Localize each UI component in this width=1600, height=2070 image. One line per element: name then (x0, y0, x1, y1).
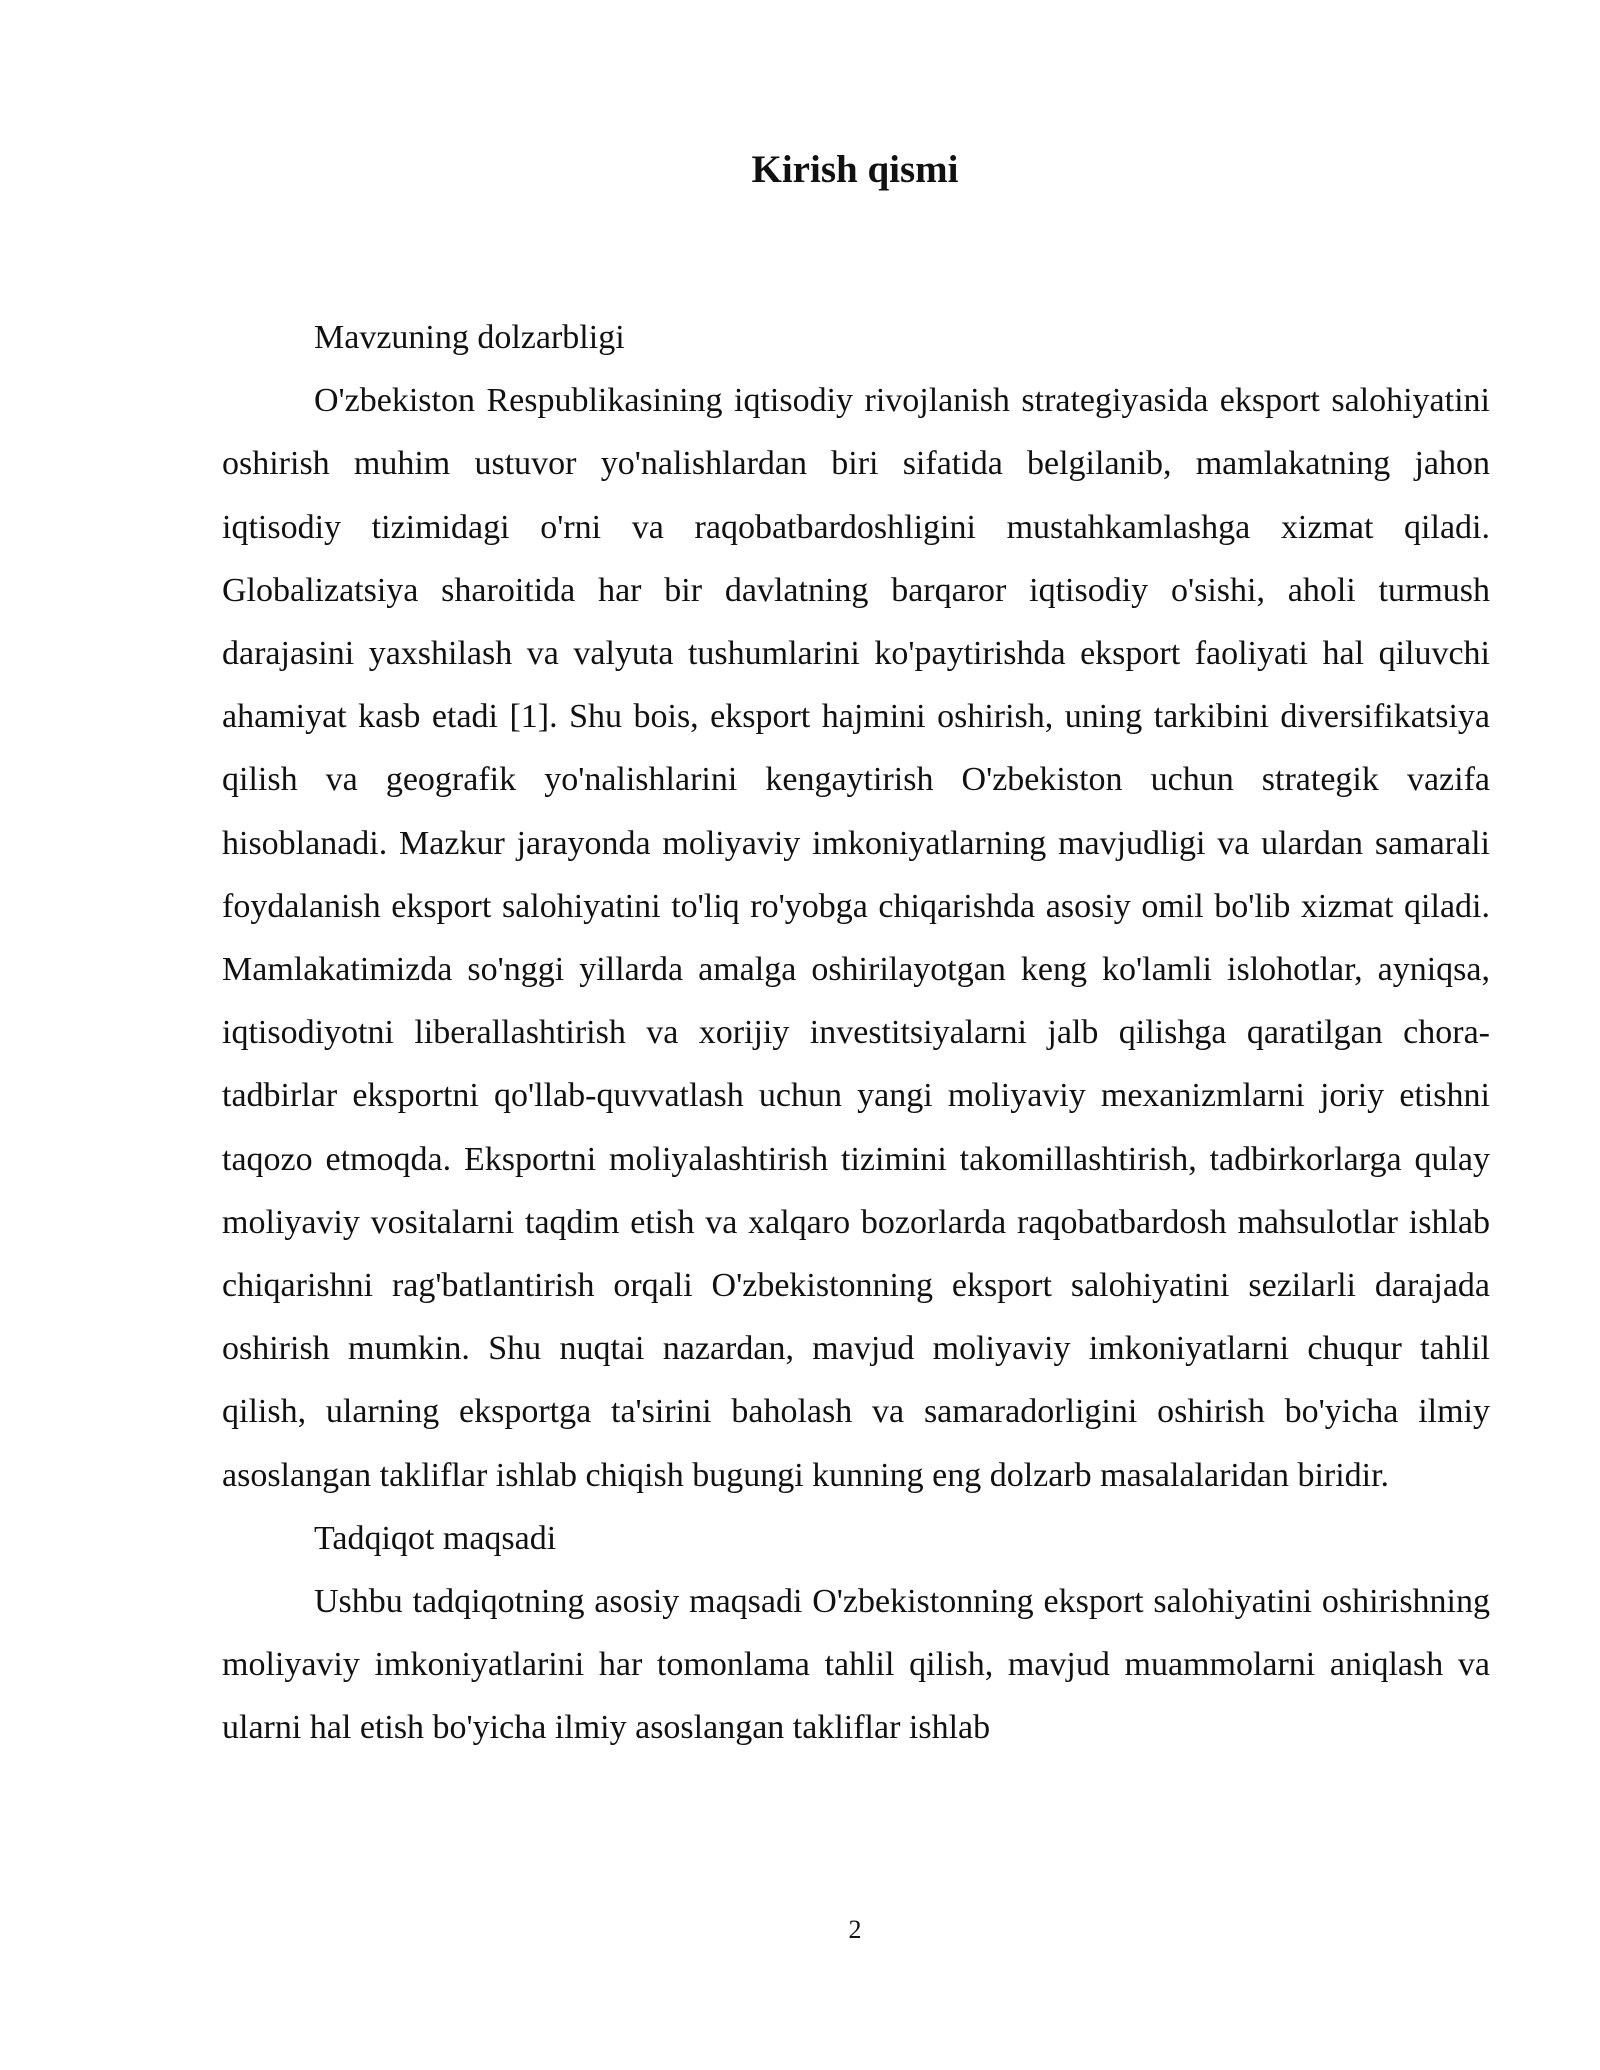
section-heading-goal: Tadqiqot maqsadi (314, 1519, 557, 1557)
section-heading-relevance: Mavzuning dolzarbligi (314, 319, 625, 356)
section-paragraph-goal: Ushbu tadqiqotning asosiy maqsadi O'zbekistonning eksport salohiyatini oshirishning moliyaviy imkoniyatlarini har tomonlama tahlil qilish, mavjud muammolarni aniqlash va ularni hal etish bo'yicha ilmiy asoslangan takliflar ishlab (222, 1583, 1490, 1747)
page-number: 2 (848, 1915, 862, 1944)
section-paragraph-relevance: O'zbekiston Respublikasining iqtisodiy rivojlanish strategiyasida eksport salohiyatini oshirish muhim ustuvor yo'nalishlardan biri sifatida belgilanib, mamlakatning jahon iqtisodiy tizimidagi o'rni va raqobatbardoshligini mustahkamlashga xizmat qiladi. Globalizatsiya sharoitida har bir davlatning barqaror iqtisodiy o'sishi, aholi turmush darajasini yaxshilash va valyuta tushumlarini ko'paytirishda eksport faoliyati hal qiluvchi ahamiyat kasb etadi [1]. Shu bois, eksport hajmini oshirish, uning tarkibini diversifikatsiya qilish va geografik yo'nalishlarini kengaytirish O'zbekiston uchun strategik vazifa hisoblanadi. Mazkur jarayonda moliyaviy imkoniyatlarning mavjudligi va ulardan samarali foydalanish eksport salohiyatini to'liq ro'yobga chiqarishda asosiy omil bo'lib xizmat qiladi. Mamlakatimizda so'nggi yillarda amalga oshirilayotgan keng ko'lamli islohotlar, ayniqsa, iqtisodiyotni liberallashtirish va xorijiy investitsiyalarni jalb qilishga qaratilgan chora-tadbirlar eksportni qo'llab-quvvatlash uchun yangi moliyaviy mexanizmlarni joriy etishni taqozo etmoqda. Eksportni moliyalashtirish tizimini takomillashtirish, tadbirkorlarga qulay moliyaviy vositalarni taqdim etish va xalqaro bozorlarda raqobatbardosh mahsulotlar ishlab chiqarishni rag'batlantirish orqali O'zbekistonning eksport salohiyatini sezilarli darajada oshirish mumkin. Shu nuqtai nazardan, mavjud moliyaviy imkoniyatlarni chuqur tahlil qilish, ularning eksportga ta'sirini baholash va samaradorligini oshirish bo'yicha ilmiy asoslangan takliflar ishlab chiqish bugungi kunning eng dolzarb masalalaridan biridir. (222, 382, 1490, 1494)
document-body (222, 306, 1490, 1760)
page-title: Kirish qismi (751, 148, 959, 191)
